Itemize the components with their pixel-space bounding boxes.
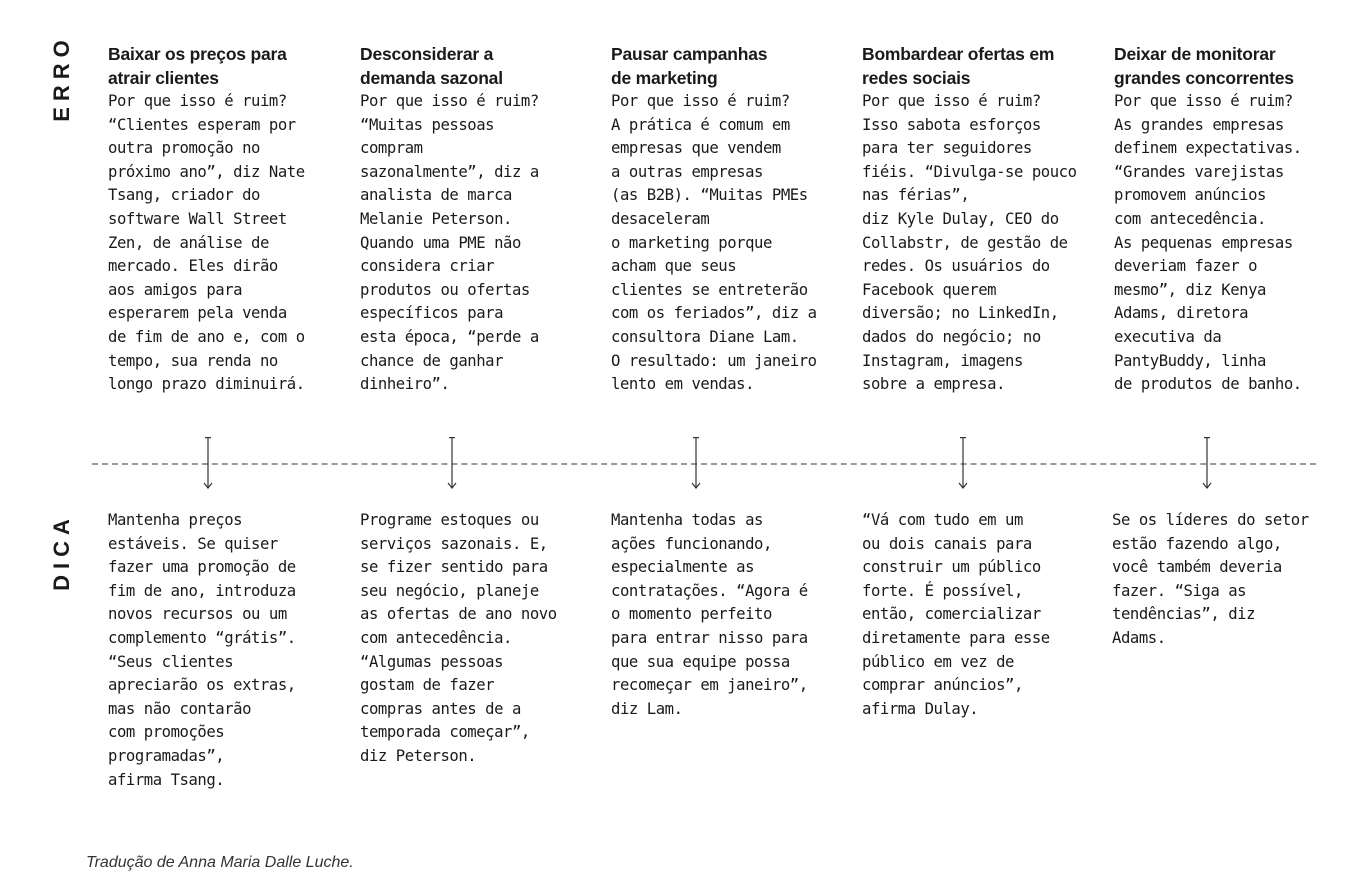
erro-title: Desconsiderar a demanda sazonal [360, 44, 503, 88]
erro-text: As grandes empresas definem expectativas. “Grandes varejistas promovem anúncios com antecedência. As pequenas empresas deveriam fazer o mesmo”, diz Kenya Adams, diretora executiva da PantyBuddy, linha de produtos de banho. [1114, 115, 1302, 394]
arrow-down-icon [690, 437, 702, 490]
erro-column-3 [611, 42, 826, 397]
dica-column-3 [611, 509, 826, 721]
erro-text: Isso sabota esforços para ter seguidores fiéis. “Divulga-se pouco nas férias”, diz Kyle Dulay, CEO do Collabstr, de gestão de redes. Os usuários do Facebook querem diversão; no LinkedIn, dados do negócio; no Instagram, imagens sobre a empresa. [862, 115, 1077, 394]
arrow-down-icon [957, 437, 969, 490]
dica-text: Mantenha preços estáveis. Se quiser fazer uma promoção de fim de ano, introduza novos recursos ou um complemento “grátis”. “Seus clientes apreciarão os extras, mas não contarão com promoções programadas”, afirma Tsang. [108, 511, 296, 789]
translation-credit: Tradução de Anna Maria Dalle Luche. [86, 854, 354, 871]
arrow-down-icon [446, 437, 458, 490]
arrow-down-icon [202, 437, 214, 490]
erro-text: “Clientes esperam por outra promoção no próximo ano”, diz Nate Tsang, criador do software Wall Street Zen, de análise de mercado. Eles dirão aos amigos para esperarem pela venda de fim de ano e, com o tempo, sua renda no longo prazo diminuirá. [108, 115, 305, 394]
erro-column-5 [1114, 42, 1329, 397]
erro-text: “Muitas pessoas compram sazonalmente”, diz a analista de marca Melanie Peterson. Quando uma PME não considera criar produtos ou ofertas específicos para esta época, “perde a chance de ganhar dinheiro”. [360, 115, 539, 394]
dica-text: “Vá com tudo em um ou dois canais para construir um público forte. É possível, então, comercializar diretamente para esse público em vez de comprar anúncios”, afirma Dulay. [862, 511, 1050, 718]
erro-title: Bombardear ofertas em redes sociais [862, 44, 1055, 88]
dica-column-2 [360, 509, 575, 769]
dica-column-5 [1112, 509, 1327, 651]
erro-question: Por que isso é ruim? [108, 92, 287, 110]
erro-question: Por que isso é ruim? [611, 92, 790, 110]
erro-question: Por que isso é ruim? [1114, 92, 1293, 110]
erro-column-4 [862, 42, 1077, 397]
dica-text: Se os líderes do setor estão fazendo algo, você também deveria fazer. “Siga as tendências”, diz Adams. [1112, 511, 1309, 647]
erro-column-1 [108, 42, 323, 397]
dica-column-1 [108, 509, 323, 792]
dashed-divider [92, 463, 1316, 465]
erro-column-2 [360, 42, 575, 397]
erro-title: Deixar de monitorar grandes concorrentes [1114, 44, 1294, 88]
dica-text: Programe estoques ou serviços sazonais. E, se fizer sentido para seu negócio, planeje as ofertas de ano novo com antecedência. “Algumas pessoas gostam de fazer compras antes de a temporada começar”, diz Peterson. [360, 511, 557, 765]
erro-question: Por que isso é ruim? [360, 92, 539, 110]
erro-text: A prática é comum em empresas que vendem a outras empresas (as B2B). “Muitas PMEs desaceleram o marketing porque acham que seus clientes se entreterão com os feriados”, diz a consultora Diane Lam. O resultado: um janeiro lento em vendas. [611, 115, 817, 394]
erro-question: Por que isso é ruim? [862, 92, 1041, 110]
arrow-down-icon [1201, 437, 1213, 490]
erro-title: Baixar os preços para atrair clientes [108, 44, 287, 88]
dica-column-4 [862, 509, 1077, 721]
erro-title: Pausar campanhas de marketing [611, 44, 768, 88]
dica-text: Mantenha todas as ações funcionando, especialmente as contratações. “Agora é o momento perfeito para entrar nisso para que sua equipe possa recomeçar em janeiro”, diz Lam. [611, 511, 808, 718]
